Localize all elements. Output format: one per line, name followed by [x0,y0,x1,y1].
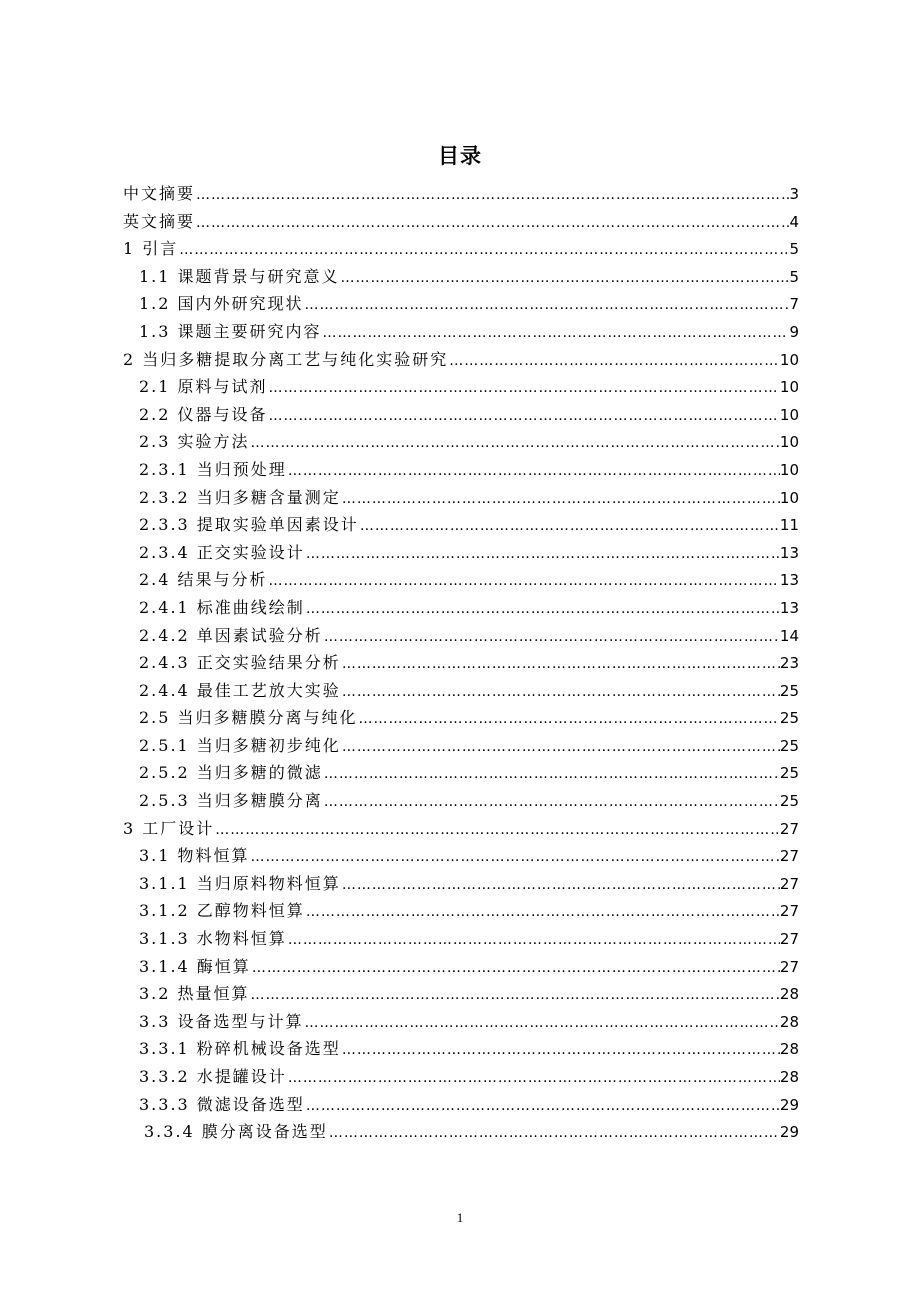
toc-entry-page: 29 [779,1095,799,1114]
toc-entry[interactable] [0,759,920,787]
toc-entry-page: 25 [779,709,799,728]
toc-entry-page: 4 [789,212,799,231]
toc-entry-page: 10 [779,433,799,452]
toc-dot-leader [268,403,780,431]
toc-entry-page: 3 [789,185,799,203]
toc-dot-leader [340,265,790,293]
toc-entry[interactable] [0,594,920,622]
toc-entry-label: 2.4 结果与分析 [139,570,268,590]
toc-entry-page: 10 [779,378,799,397]
toc-entry-label: 2.2 仪器与设备 [139,404,268,424]
toc-entry-label: 2.5 当归多糖膜分离与纯化 [139,708,358,728]
toc-dot-leader [341,1037,780,1065]
toc-dot-leader [322,320,790,348]
toc-entry-page: 25 [779,736,799,755]
toc-dot-leader [214,817,780,845]
toc-dot-leader [195,210,789,238]
toc-entry-page: 25 [779,681,799,700]
toc-entry[interactable] [0,622,920,650]
toc-entry-page: 11 [779,516,799,535]
toc-entry[interactable] [0,925,920,953]
toc-entry-label: 2.3 实验方法 [139,432,250,452]
toc-dot-leader [341,679,780,707]
toc-entry-label: 2.4.2 单因素试验分析 [139,625,323,645]
toc-dot-leader [268,568,780,596]
page-title: 目录 [438,144,482,168]
toc-dot-leader [305,596,780,624]
toc-dot-leader [341,651,780,679]
toc-dot-leader [305,1093,780,1121]
toc-entry-label: 3.1.4 酶恒算 [139,956,251,976]
toc-entry-label: 2.3.4 正交实验设计 [139,542,305,562]
toc-entry[interactable] [0,484,920,512]
toc-entry[interactable] [0,263,920,291]
toc-entry[interactable] [0,566,920,594]
toc-dot-leader [358,706,780,734]
toc-entry[interactable] [0,1118,920,1146]
toc-entry-page: 23 [779,654,799,673]
toc-entry-label: 3.3.2 水提罐设计 [139,1067,287,1086]
toc-entry-label: 3.2 热量恒算 [139,984,250,1004]
toc-entry-page: 10 [779,405,799,424]
toc-entry[interactable] [0,980,920,1008]
toc-entry[interactable] [0,732,920,760]
toc-entry[interactable] [0,235,920,263]
toc-entry-label: 3.3 设备选型与计算 [139,1011,304,1031]
toc-dot-leader [304,1010,780,1038]
toc-entry[interactable] [0,373,920,401]
toc-dot-leader [250,430,780,458]
toc-dot-leader [195,182,789,210]
toc-entry-label: 3.3.3 微滤设备选型 [139,1094,305,1114]
toc-entry-label: 3.1.1 当归原料物料恒算 [139,873,341,893]
toc-entry-page: 5 [789,267,799,286]
toc-dot-leader [323,624,780,652]
toc-entry-label: 2.4.4 最佳工艺放大实验 [139,680,341,700]
table-of-contents [0,180,920,1146]
toc-entry-page: 29 [779,1123,799,1142]
toc-entry-label: 2.4.3 正交实验结果分析 [139,653,341,673]
toc-entry-label: 2.1 原料与试剂 [139,377,268,397]
toc-dot-leader [287,1065,780,1093]
toc-dot-leader [359,513,780,541]
toc-entry[interactable] [0,677,920,705]
toc-entry-label: 3.1.2 乙醇物料恒算 [139,901,305,921]
toc-entry-page: 5 [789,240,799,259]
toc-entry-label: 3.1 物料恒算 [139,846,250,866]
toc-entry-page: 10 [779,460,799,479]
toc-entry-page: 10 [779,350,799,369]
toc-entry-label: 英文摘要 [123,211,196,231]
toc-dot-leader [448,348,780,376]
toc-entry-page: 13 [779,543,799,562]
toc-entry[interactable] [0,1091,920,1119]
toc-entry-label: 3.3.4 膜分离设备选型 [144,1122,328,1142]
toc-dot-leader [305,899,780,927]
toc-entry-label: 3.1.3 水物料恒算 [139,929,287,949]
toc-entry-label: 1.2 国内外研究现状 [139,294,304,314]
toc-entry[interactable] [0,953,920,981]
toc-entry[interactable] [0,1063,920,1091]
toc-entry[interactable] [0,787,920,815]
toc-entry-page: 14 [779,626,799,645]
toc-entry-page: 28 [779,1040,799,1059]
toc-entry-label: 1.1 课题背景与研究意义 [139,266,340,286]
toc-entry[interactable] [0,539,920,567]
toc-entry[interactable] [0,428,920,456]
toc-entry-page: 13 [779,598,799,617]
toc-entry[interactable] [0,1008,920,1036]
toc-entry-label: 2.5.2 当归多糖的微滤 [139,763,323,783]
toc-entry-page: 25 [779,792,799,811]
toc-entry[interactable] [0,318,920,346]
toc-dot-leader [341,872,780,900]
toc-entry[interactable] [0,704,920,732]
toc-entry[interactable] [0,815,920,843]
toc-entry[interactable] [0,511,920,539]
toc-entry-page: 7 [789,295,799,314]
toc-entry-page: 27 [779,957,799,976]
toc-entry[interactable] [0,208,920,236]
toc-dot-leader [250,982,780,1010]
toc-dot-leader [341,734,780,762]
toc-entry-page: 13 [779,571,799,590]
toc-entry-label: 1.3 课题主要研究内容 [139,321,322,341]
toc-entry-page: 28 [779,1012,799,1031]
toc-dot-leader [251,955,780,983]
toc-entry-page: 27 [779,847,799,866]
toc-entry-label: 2.5.1 当归多糖初步纯化 [139,735,341,755]
toc-entry-label: 2.3.1 当归预处理 [139,459,287,479]
toc-entry[interactable] [0,1035,920,1063]
toc-dot-leader [341,486,780,514]
toc-entry-page: 25 [779,764,799,783]
toc-dot-leader [287,927,780,955]
toc-entry-page: 27 [779,902,799,921]
toc-entry[interactable] [0,456,920,484]
toc-dot-leader [250,844,780,872]
toc-dot-leader [328,1120,780,1148]
toc-entry[interactable] [0,346,920,374]
toc-entry-label: 中文摘要 [123,184,196,203]
toc-entry-label: 2 当归多糖提取分离工艺与纯化实验研究 [123,349,449,369]
toc-dot-leader [178,237,789,265]
toc-dot-leader [304,292,790,320]
toc-entry-page: 28 [779,985,799,1004]
toc-entry-page: 27 [779,874,799,893]
toc-entry[interactable] [0,649,920,677]
toc-entry[interactable] [0,842,920,870]
toc-entry[interactable] [0,290,920,318]
toc-dot-leader [305,541,780,569]
toc-entry[interactable] [0,401,920,429]
toc-dot-leader [323,789,780,817]
toc-entry[interactable] [0,897,920,925]
toc-entry-label: 2.3.3 提取实验单因素设计 [139,515,359,535]
toc-entry-label: 2.5.3 当归多糖膜分离 [139,791,323,811]
footer-page-number: 1 [456,1210,464,1225]
toc-entry-label: 1 引言 [123,239,179,259]
toc-entry-label: 3.3.1 粉碎机械设备选型 [139,1039,341,1059]
toc-entry-label: 3 工厂设计 [123,818,215,838]
toc-entry[interactable] [0,870,920,898]
toc-dot-leader [268,375,780,403]
toc-entry-page: 27 [779,930,799,949]
toc-entry-page: 27 [779,819,799,838]
toc-entry-page: 9 [789,322,799,341]
toc-dot-leader [323,761,780,789]
toc-entry-label: 2.4.1 标准曲线绘制 [139,597,305,617]
toc-entry-page: 10 [779,488,799,507]
toc-dot-leader [287,458,780,486]
toc-entry-page: 28 [779,1068,799,1086]
toc-entry-label: 2.3.2 当归多糖含量测定 [139,487,341,507]
toc-entry[interactable] [0,180,920,208]
